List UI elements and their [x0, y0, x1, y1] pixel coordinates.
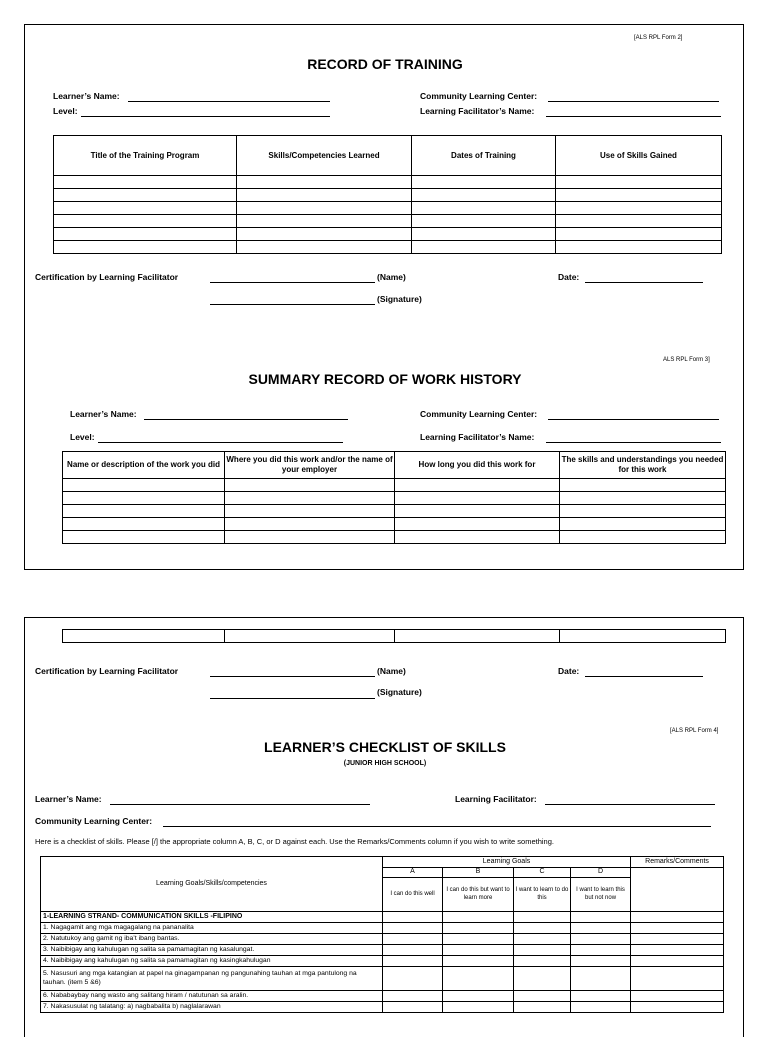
form3-facilitator-field[interactable]	[546, 442, 721, 443]
skill-check-a[interactable]	[383, 1002, 443, 1013]
skill-check-d[interactable]	[571, 991, 631, 1002]
form2-title: RECORD OF TRAINING	[307, 56, 463, 72]
work-col-skills: The skills and understandings you needed for this work	[560, 452, 726, 479]
form2-level-field[interactable]	[81, 116, 330, 117]
skill-remarks[interactable]	[631, 934, 724, 945]
work-history-table-continued	[62, 629, 726, 643]
work-col-employer: Where you did this work and/or the name of your employer	[225, 452, 395, 479]
form2-level-label: Level:	[53, 106, 78, 116]
table-row[interactable]	[63, 531, 726, 544]
table-row	[41, 923, 724, 934]
form2-date-field[interactable]	[585, 282, 703, 283]
skills-col-learning-goals: Learning Goals	[383, 857, 631, 868]
form3-clc-label: Community Learning Center:	[420, 409, 538, 419]
skill-check-b[interactable]	[443, 956, 514, 967]
form-page-2	[24, 617, 744, 1037]
skills-col-a: A	[383, 868, 443, 878]
table-row[interactable]	[63, 630, 726, 643]
skill-item: 6. Nababaybay nang wasto ang salitang hiram / natutunan sa aralin.	[41, 991, 383, 1002]
skills-col-d: D	[571, 868, 631, 878]
form3-cert-name-field[interactable]	[210, 676, 375, 677]
form2-learner-name-field[interactable]	[128, 101, 330, 102]
skill-item: 7. Nakasusulat ng talatang: a) nagbabalita b) naglalarawan	[41, 1002, 383, 1013]
form4-title: LEARNER’S CHECKLIST OF SKILLS	[264, 739, 506, 755]
form2-date-label: Date:	[558, 272, 580, 282]
skill-check-d[interactable]	[571, 923, 631, 934]
skill-remarks[interactable]	[631, 923, 724, 934]
form3-level-field[interactable]	[98, 442, 343, 443]
skills-desc-d: I want to learn this but not now	[571, 878, 631, 912]
form3-code: ALS RPL Form 3]	[663, 357, 710, 363]
skill-check-a[interactable]	[383, 923, 443, 934]
skill-check-d[interactable]	[571, 956, 631, 967]
form4-instructions: Here is a checklist of skills. Please [/] the appropriate column A, B, C, or D against each. Use the Remarks/Comments column if you wish to write something.	[35, 837, 554, 846]
form2-name-suffix: (Name)	[377, 272, 406, 282]
form2-clc-field[interactable]	[548, 101, 719, 102]
form4-facilitator-field[interactable]	[545, 804, 715, 805]
form3-title: SUMMARY RECORD OF WORK HISTORY	[248, 371, 522, 387]
form3-signature-suffix: (Signature)	[377, 687, 422, 697]
table-row[interactable]	[54, 202, 722, 215]
training-col-dates: Dates of Training	[412, 136, 556, 176]
form4-clc-field[interactable]	[163, 826, 711, 827]
form4-subtitle: (JUNIOR HIGH SCHOOL)	[343, 760, 427, 767]
skill-check-d[interactable]	[571, 967, 631, 991]
form2-facilitator-field[interactable]	[546, 116, 721, 117]
table-row[interactable]	[63, 492, 726, 505]
form3-learner-name-label: Learner’s Name:	[70, 409, 137, 419]
form2-code: [ALS RPL Form 2]	[634, 35, 683, 41]
form3-cert-label: Certification by Learning Facilitator	[35, 666, 179, 676]
skill-check-b[interactable]	[443, 991, 514, 1002]
form3-facilitator-label: Learning Facilitator’s Name:	[420, 432, 535, 442]
table-row	[41, 956, 724, 967]
table-row[interactable]	[54, 189, 722, 202]
skill-check-b[interactable]	[443, 1002, 514, 1013]
skill-check-c[interactable]	[514, 1002, 571, 1013]
skill-check-b[interactable]	[443, 934, 514, 945]
skill-check-a[interactable]	[383, 991, 443, 1002]
form3-date-field[interactable]	[585, 676, 703, 677]
form4-code: [ALS RPL Form 4]	[670, 728, 719, 734]
skill-remarks[interactable]	[631, 991, 724, 1002]
skill-remarks[interactable]	[631, 1002, 724, 1013]
training-table	[53, 135, 722, 254]
skill-remarks[interactable]	[631, 967, 724, 991]
table-row	[41, 1002, 724, 1013]
table-row[interactable]	[63, 505, 726, 518]
form3-clc-field[interactable]	[548, 419, 719, 420]
form3-learner-name-field[interactable]	[144, 419, 348, 420]
work-col-description: Name or description of the work you did	[63, 452, 225, 479]
form4-learner-name-field[interactable]	[110, 804, 370, 805]
skills-col-remarks: Remarks/Comments	[631, 857, 724, 868]
skill-check-b[interactable]	[443, 967, 514, 991]
form-page-1	[24, 24, 744, 570]
form2-cert-label: Certification by Learning Facilitator	[35, 272, 179, 282]
training-col-use: Use of Skills Gained	[556, 136, 722, 176]
work-col-duration: How long you did this work for	[395, 452, 560, 479]
table-row	[41, 934, 724, 945]
skill-check-a[interactable]	[383, 934, 443, 945]
skill-remarks[interactable]	[631, 945, 724, 956]
form2-signature-suffix: (Signature)	[377, 294, 422, 304]
table-row	[41, 945, 724, 956]
skills-col-c: C	[514, 868, 571, 878]
table-row[interactable]	[54, 241, 722, 254]
form2-facilitator-label: Learning Facilitator’s Name:	[420, 106, 535, 116]
table-row	[41, 991, 724, 1002]
table-row[interactable]	[54, 228, 722, 241]
form3-signature-field[interactable]	[210, 698, 375, 699]
form3-name-suffix: (Name)	[377, 666, 406, 676]
skills-col-b: B	[443, 868, 514, 878]
skill-check-c[interactable]	[514, 967, 571, 991]
skills-desc-a: I can do this well	[383, 878, 443, 912]
skill-check-a[interactable]	[383, 945, 443, 956]
form2-cert-name-field[interactable]	[210, 282, 375, 283]
skill-remarks[interactable]	[631, 956, 724, 967]
skills-col-goals: Learning Goals/Skills/competencies	[41, 857, 383, 912]
skill-item: 2. Natutukoy ang gamit ng iba’t ibang bantas.	[41, 934, 383, 945]
form4-clc-label: Community Learning Center:	[35, 816, 153, 826]
form4-facilitator-label: Learning Facilitator:	[455, 794, 537, 804]
skill-check-c[interactable]	[514, 991, 571, 1002]
form2-learner-name-label: Learner’s Name:	[53, 91, 120, 101]
skill-check-c[interactable]	[514, 934, 571, 945]
table-row	[41, 967, 724, 991]
form4-learner-name-label: Learner’s Name:	[35, 794, 102, 804]
skill-check-c[interactable]	[514, 956, 571, 967]
training-col-skills: Skills/Competencies Learned	[237, 136, 412, 176]
skills-strand-filipino: 1-LEARNING STRAND- COMMUNICATION SKILLS -FILIPINO	[41, 912, 383, 923]
skill-check-c[interactable]	[514, 923, 571, 934]
table-row[interactable]	[54, 176, 722, 189]
skill-item: 3. Naibibigay ang kahulugan ng salita sa pamamagitan ng kasalungat.	[41, 945, 383, 956]
skill-check-d[interactable]	[571, 1002, 631, 1013]
skills-desc-c: I want to learn to do this	[514, 878, 571, 912]
table-row[interactable]	[63, 518, 726, 531]
skill-item: 1. Nagagamit ang mga magagalang na pananalita	[41, 923, 383, 934]
skill-check-d[interactable]	[571, 934, 631, 945]
form2-signature-field[interactable]	[210, 304, 375, 305]
skill-check-c[interactable]	[514, 945, 571, 956]
table-row[interactable]	[63, 479, 726, 492]
skills-checklist-table	[40, 856, 724, 1013]
skill-item: 5. Nasusuri ang mga katangian at papel na ginagampanan ng pangunahing tauhan at mga pantulong na tauhan. (item 5 &6)	[41, 967, 383, 991]
form3-date-label: Date:	[558, 666, 580, 676]
work-history-table	[62, 451, 726, 544]
form2-clc-label: Community Learning Center:	[420, 91, 538, 101]
training-col-title: Title of the Training Program	[54, 136, 237, 176]
table-row[interactable]	[54, 215, 722, 228]
skill-check-a[interactable]	[383, 967, 443, 991]
skill-item: 4. Naibibigay ang kahulugan ng salita sa pamamagitan ng kasingkahulugan	[41, 956, 383, 967]
skill-check-b[interactable]	[443, 923, 514, 934]
skill-check-b[interactable]	[443, 945, 514, 956]
skill-check-d[interactable]	[571, 945, 631, 956]
form3-level-label: Level:	[70, 432, 95, 442]
skills-desc-b: I can do this but want to learn more	[443, 878, 514, 912]
skill-check-a[interactable]	[383, 956, 443, 967]
